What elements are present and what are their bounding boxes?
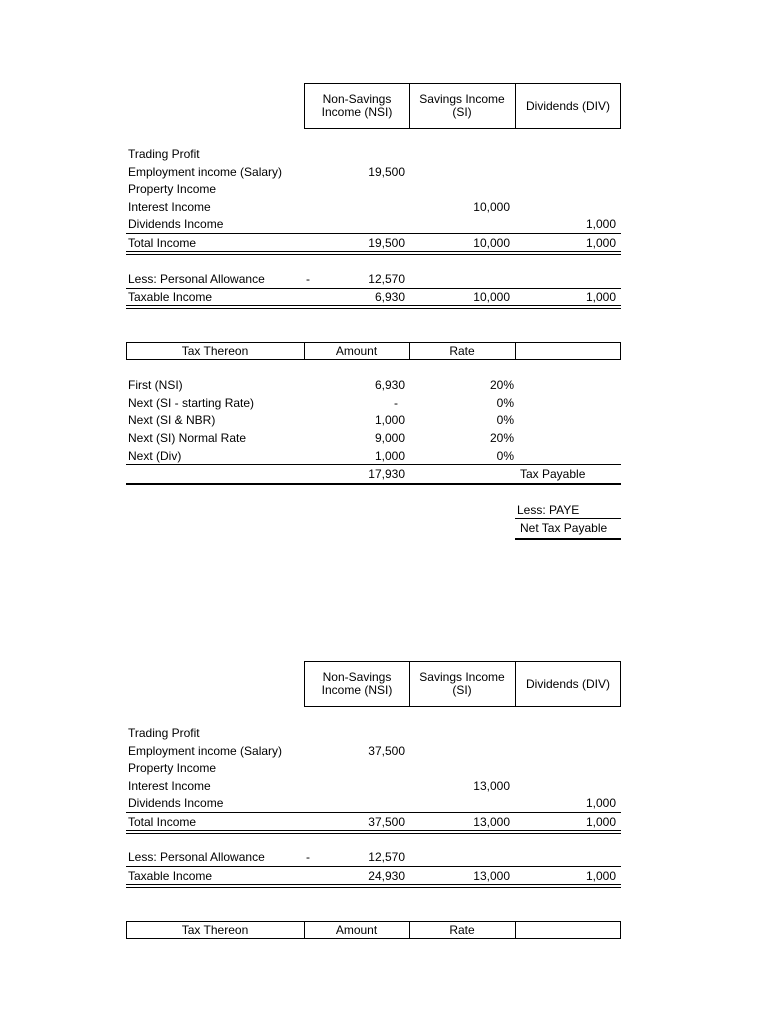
- rate-header: Rate: [449, 344, 475, 358]
- taxable-si: 13,000: [473, 869, 510, 883]
- header-si: Savings Income (SI): [419, 670, 505, 697]
- tax-row-amount: 6,930: [374, 378, 405, 392]
- total-nsi: 37,500: [368, 815, 405, 829]
- total-si: 13,000: [473, 815, 510, 829]
- tax-row-label: First (NSI): [128, 378, 183, 392]
- total-div: 1,000: [585, 815, 616, 829]
- header-si: Savings Income (SI): [419, 92, 505, 119]
- amount-header: Amount: [335, 923, 378, 937]
- row-label: Trading Profit: [128, 147, 200, 161]
- taxable-nsi: 24,930: [368, 869, 405, 883]
- tax-thereon-header: Tax Thereon: [181, 344, 249, 358]
- allowance-label: Less: Personal Allowance: [128, 850, 265, 864]
- total-income-label: Total Income: [128, 236, 197, 250]
- header-nsi: Non-Savings Income (NSI): [321, 670, 393, 697]
- tax-row-label: Next (Div): [128, 449, 182, 463]
- taxable-si: 10,000: [473, 290, 510, 304]
- allowance-nsi: 12,570: [368, 272, 405, 286]
- row-label: Interest Income: [128, 200, 211, 214]
- taxable-nsi: 6,930: [374, 290, 405, 304]
- total-nsi: 19,500: [368, 236, 405, 250]
- tax-thereon-header: Tax Thereon: [181, 923, 249, 937]
- taxable-income-label: Taxable Income: [128, 869, 213, 883]
- row-label: Dividends Income: [128, 217, 224, 231]
- row-label: Employment income (Salary): [128, 744, 283, 758]
- row-div-value: 1,000: [585, 217, 616, 231]
- tax-row-rate: 20%: [489, 378, 514, 392]
- tax-row-label: Next (SI - starting Rate): [128, 396, 255, 410]
- tax-payable-label: Tax Payable: [520, 467, 586, 481]
- taxable-income-label: Taxable Income: [128, 290, 213, 304]
- tax-row-rate: 0%: [496, 396, 514, 410]
- total-si: 10,000: [473, 236, 510, 250]
- row-div-value: 1,000: [585, 796, 616, 810]
- taxable-div: 1,000: [585, 290, 616, 304]
- header-div: Dividends (DIV): [525, 98, 611, 113]
- tax-row-label: Next (SI & NBR): [128, 413, 216, 427]
- less-paye-label: Less: PAYE: [517, 503, 580, 517]
- row-si-value: 10,000: [473, 200, 510, 214]
- row-label: Property Income: [128, 182, 217, 196]
- row-label: Property Income: [128, 761, 217, 775]
- tax-row-amount: 1,000: [374, 449, 405, 463]
- total-div: 1,000: [585, 236, 616, 250]
- header-div: Dividends (DIV): [525, 676, 611, 691]
- row-si-value: 13,000: [473, 779, 510, 793]
- tax-row-rate: 20%: [489, 431, 514, 445]
- tax-row-label: Next (SI) Normal Rate: [128, 431, 247, 445]
- allowance-dash: -: [306, 850, 310, 864]
- tax-total-amount: 17,930: [368, 467, 405, 481]
- row-nsi-value: 37,500: [368, 744, 405, 758]
- allowance-dash: -: [306, 272, 310, 286]
- total-income-label: Total Income: [128, 815, 197, 829]
- header-nsi: Non-Savings Income (NSI): [321, 92, 393, 119]
- row-label: Employment income (Salary): [128, 165, 283, 179]
- tax-row-amount: 9,000: [374, 431, 405, 445]
- taxable-div: 1,000: [585, 869, 616, 883]
- tax-row-amount: 1,000: [374, 413, 405, 427]
- row-label: Trading Profit: [128, 726, 200, 740]
- allowance-label: Less: Personal Allowance: [128, 272, 265, 286]
- row-nsi-value: 19,500: [368, 165, 405, 179]
- row-label: Dividends Income: [128, 796, 224, 810]
- tax-row-amount: -: [394, 396, 398, 410]
- net-tax-payable-label: Net Tax Payable: [520, 521, 608, 535]
- rate-header: Rate: [449, 923, 475, 937]
- tax-row-rate: 0%: [496, 413, 514, 427]
- tax-row-rate: 0%: [496, 449, 514, 463]
- allowance-nsi: 12,570: [368, 850, 405, 864]
- row-label: Interest Income: [128, 779, 211, 793]
- amount-header: Amount: [335, 344, 378, 358]
